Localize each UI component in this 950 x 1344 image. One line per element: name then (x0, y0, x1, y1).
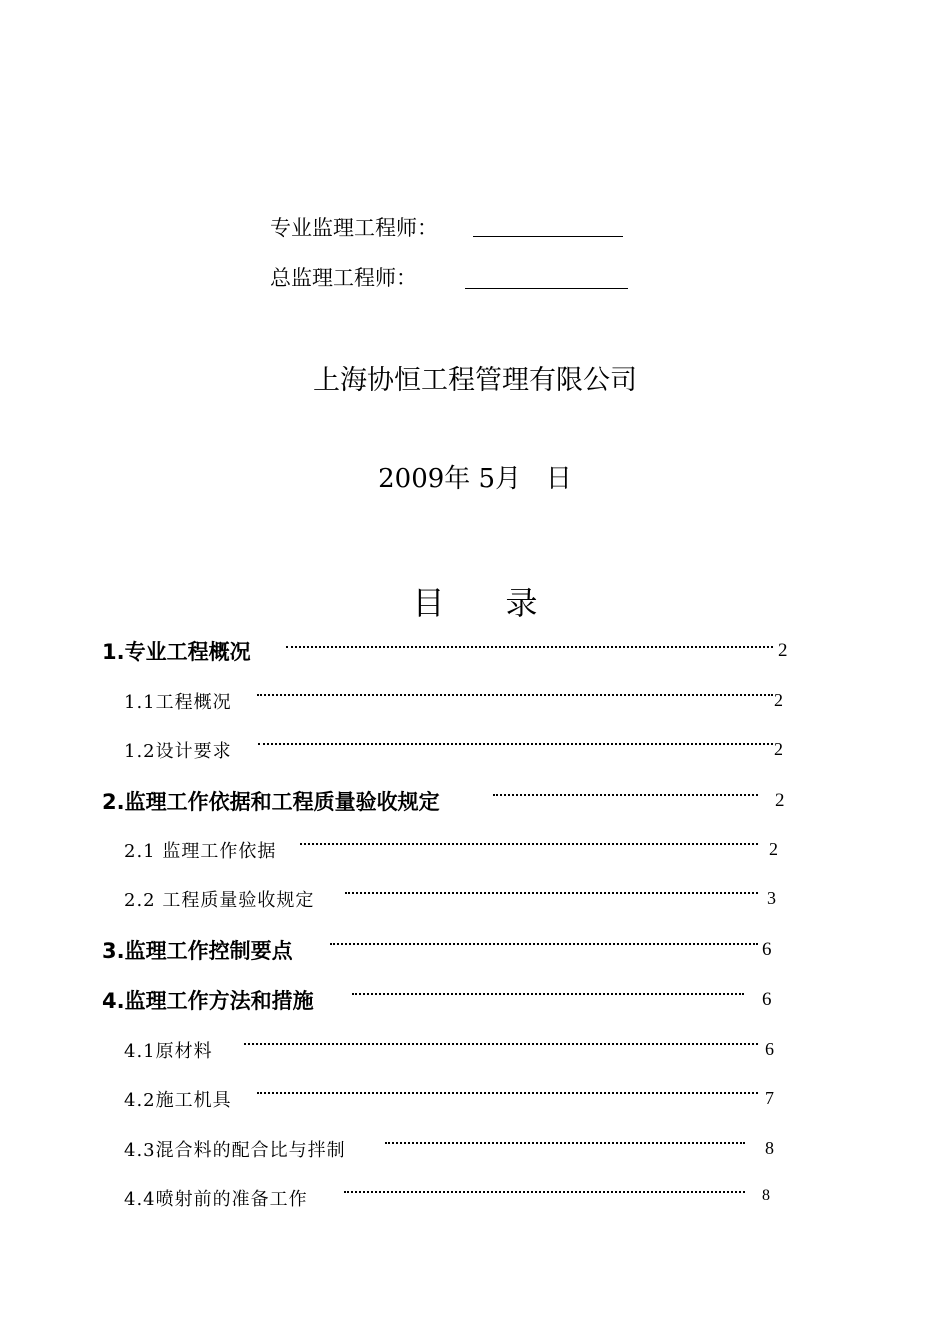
toc-entry-page: 2 (774, 739, 783, 759)
toc-entry-page: 2 (769, 839, 778, 859)
toc-entry-text: 4.2施工机具 (124, 1090, 232, 1111)
toc-entry[interactable] (0, 1185, 950, 1215)
toc-leader-dots (300, 843, 758, 845)
toc-leader-dots (352, 993, 744, 995)
toc-leader-dots (330, 943, 758, 945)
toc-entry[interactable] (0, 987, 950, 1017)
toc-leader-dots (385, 1142, 745, 1144)
professional-engineer-blank (473, 214, 623, 237)
toc-title: 目 录 (412, 584, 538, 622)
toc-leader-dots (286, 646, 773, 648)
toc-entry[interactable] (0, 837, 950, 867)
toc-entry-page: 6 (762, 989, 772, 1010)
toc-entry-text: 2.2 工程质量验收规定 (124, 890, 315, 911)
toc-entry-page: 6 (765, 1039, 774, 1059)
professional-engineer-label: 专业监理工程师： (270, 216, 438, 240)
toc-leader-dots (258, 743, 773, 745)
toc-entry[interactable] (0, 886, 950, 916)
toc-entry[interactable] (0, 688, 950, 718)
toc-entry[interactable] (0, 1136, 950, 1166)
toc-entry-text: 1.专业工程概况 (102, 640, 251, 664)
toc-entry-page: 7 (765, 1088, 774, 1108)
document-date: 2009年 5月 日 (378, 464, 572, 494)
toc-entry-page: 8 (765, 1138, 774, 1158)
toc-entry-page: 2 (775, 790, 785, 811)
toc-leader-dots (257, 694, 773, 696)
toc-entry-text: 1.1工程概况 (124, 692, 232, 713)
toc-entry-text: 2.监理工作依据和工程质量验收规定 (102, 790, 440, 814)
toc-entry[interactable] (0, 937, 950, 967)
chief-engineer-blank (465, 266, 628, 289)
toc-entry-text: 2.1 监理工作依据 (124, 841, 277, 862)
toc-entry-text: 3.监理工作控制要点 (102, 939, 293, 963)
toc-leader-dots (244, 1043, 758, 1045)
toc-entry-page: 3 (767, 888, 776, 908)
toc-leader-dots (257, 1092, 758, 1094)
toc-leader-dots (345, 892, 758, 894)
toc-entry[interactable] (0, 1037, 950, 1067)
toc-entry-text: 4.3混合料的配合比与拌制 (124, 1140, 346, 1161)
toc-entry[interactable] (0, 1086, 950, 1116)
toc-entry-text: 1.2设计要求 (124, 741, 232, 762)
company-name: 上海协恒工程管理有限公司 (313, 365, 637, 396)
toc-entry[interactable] (0, 638, 950, 668)
toc-entry-page: 8 (762, 1187, 770, 1204)
toc-leader-dots (344, 1191, 745, 1193)
toc-leader-dots (493, 794, 758, 796)
chief-engineer-label: 总监理工程师： (270, 266, 417, 290)
toc-entry-page: 2 (774, 690, 783, 710)
toc-entry-text: 4.监理工作方法和措施 (102, 989, 314, 1013)
toc-entry-page: 2 (778, 640, 788, 661)
toc-entry-text: 4.4喷射前的准备工作 (124, 1189, 308, 1210)
toc-entry[interactable] (0, 737, 950, 767)
toc-entry[interactable] (0, 788, 950, 818)
toc-entry-text: 4.1原材料 (124, 1041, 213, 1062)
toc-entry-page: 6 (762, 939, 772, 960)
